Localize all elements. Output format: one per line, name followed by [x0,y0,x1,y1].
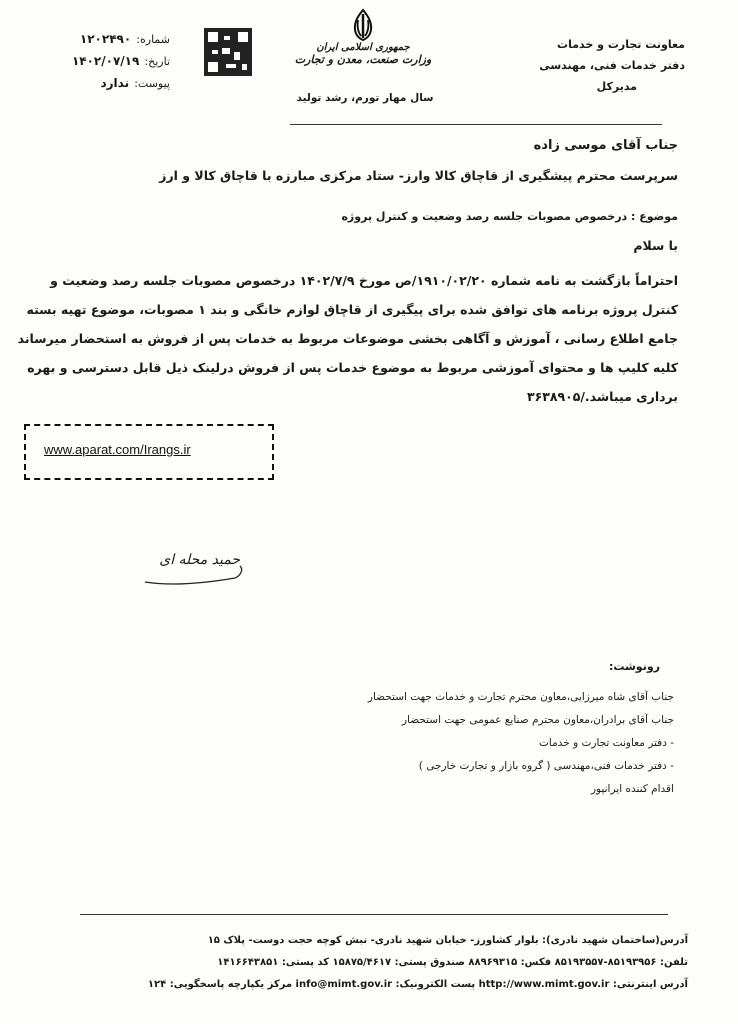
footer-address: آدرس(ساختمان شهید نادری): بلوار کشاورز- خیابان شهید نادری- نبش کوچه حجت دوست- پلاک ۱۵ [207,935,688,946]
body-line-2: کنترل پروژه برنامه های توافق شده برای پیگیری از قاچاق لوازم خانگی و بند ۱ مصوبات، موضوع تهیه بسته [26,302,678,317]
footer-web: آدرس اینترنتی: http://www.mimt.gov.ir پست الکترونیک: info@mimt.gov.ir مرکز یکپارچه پاسخگویی: ۱۲۴ [147,979,688,990]
attachment-row [62,72,170,94]
greeting: با سلام [633,238,678,253]
header-divider [290,124,662,125]
qr-code [204,28,252,76]
number-label: شماره: [136,33,170,46]
date-value: ۱۴۰۲/۰۷/۱۹ [71,54,140,68]
footer-divider [80,914,668,915]
dept-line-2: دفتر خدمات فنی، مهندسی [539,59,685,72]
org-line-1: جمهوری اسلامی ایران [316,42,410,53]
dept-line-3: مدیرکل [596,80,637,93]
cc-list [300,686,674,801]
body-line-4: کلیه کلیپ ها و محتوای آموزشی مربوط به موضوع خدمات پس از فروش درلینک ذیل قابل دسترسی و بهره [27,360,678,375]
signature-text: حمید محله ای [159,552,240,568]
attachment-value: ندارد [100,76,130,90]
ministry-name [288,42,438,66]
number-row [62,28,170,50]
letter-meta [62,28,170,94]
org-line-2: وزارت صنعت، معدن و تجارت [294,53,432,66]
subject-line: موضوع : درخصوص مصوبات جلسه رصد وضعیت و کنترل پروژه [341,210,678,223]
cc-title: رونوشت: [608,660,660,673]
recipient-name: جناب آقای موسی زاده [533,138,678,153]
cc-line-4: - دفتر خدمات فنی،مهندسی ( گروه بازار و تجارت خارجی ) [418,760,674,772]
signature-stroke-icon [140,560,250,590]
cc-line-2: جناب آقای برادران،معاون محترم صنایع عمومی جهت استحضار [401,714,674,726]
date-row [62,50,170,72]
body-line-1: احتراماً بازگشت به نامه شماره ۱۹۱۰/۰۲/۲۰/ص مورخ ۱۴۰۲/۷/۹ درخصوص مصوبات جلسه رصد وضعیت و [50,273,678,288]
footer [70,930,688,996]
cc-line-1: جناب آقای شاه میرزایی،معاون محترم تجارت و خدمات جهت استحضار [367,691,674,703]
aparat-link[interactable]: www.aparat.com/Irangs.ir [44,442,191,457]
number-value: ۱۲۰۲۴۹۰ [79,32,132,46]
footer-phone: تلفن: ۸۵۱۹۳۹۵۶-۸۵۱۹۳۵۵۷ فکس: ۸۸۹۶۹۳۱۵ صندوق پستی: ۱۵۸۷۵/۴۶۱۷ کد پستی: ۱۴۱۶۶۴۳۸۵۱ [217,957,688,968]
department-block [500,34,685,97]
cc-line-3: - دفتر معاونت تجارت و خدمات [539,737,674,749]
body-line-3: جامع اطلاع رسانی ، آموزش و آگاهی بخشی موضوعات مربوط به خدمات پس از فروش به استحضار میرساند [17,331,678,346]
dept-line-1: معاونت تجارت و خدمات [557,38,685,51]
year-slogan: سال مهار تورم، رشد تولید [296,92,434,104]
letter-body [17,266,678,411]
date-label: تاریخ: [144,55,170,68]
cc-line-5: اقدام کننده ایرانپور [590,783,674,795]
recipient-title: سرپرست محترم پیشگیری از قاچاق کالا وارز- ستاد مرکزی مبارزه با قاچاق کالا و ارز [159,168,678,183]
body-line-5: برداری میباشد./۳۶۳۸۹۰۵ [526,389,678,404]
attachment-label: پیوست: [134,77,170,90]
link-box [24,424,274,480]
emblem-icon [346,8,380,42]
